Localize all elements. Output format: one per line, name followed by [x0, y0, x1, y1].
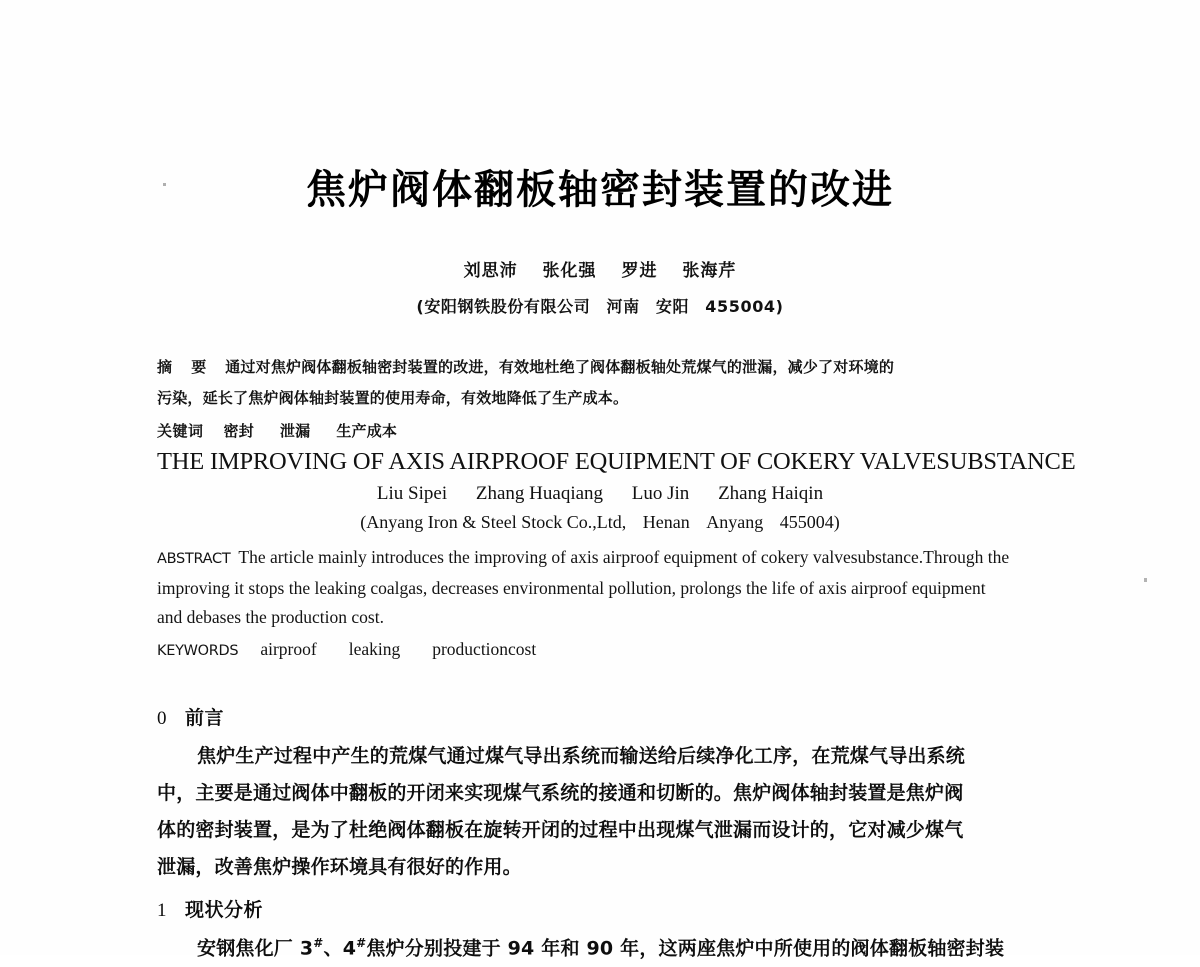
section-number: 1 [157, 900, 167, 921]
keyword-item-en: leaking [348, 639, 401, 659]
abstract-label-en: ABSTRACT [157, 551, 231, 567]
author-name: 刘思沛 [463, 261, 518, 281]
authors-chinese [0, 256, 1200, 281]
keyword-item: 生产成本 [336, 422, 398, 440]
abstract-english-line [157, 543, 1057, 574]
page-title-english: THE IMPROVING OF AXIS AIRPROOF EQUIPMENT OF COKERY VALVESUBSTANCE [157, 448, 1076, 475]
author-name: 张海芹 [682, 261, 737, 281]
affiliation-city-en: Anyang [706, 512, 764, 532]
section-title: 现状分析 [185, 899, 264, 921]
body-line: 泄漏，改善焦炉操作环境具有很好的作用。 [157, 856, 522, 878]
abstract-text-en: The article mainly introduces the improving of axis airproof equipment of cokery valvesubstance.Through the [238, 547, 1010, 567]
affiliation-province: 河南 [606, 297, 640, 316]
section-title: 前言 [185, 707, 225, 729]
author-name: 罗进 [621, 261, 658, 281]
abstract-text-en: improving it stops the leaking coalgas, decreases environmental pollution, prolongs the life of axis airproof equipment [157, 578, 986, 598]
section-heading-0 [157, 703, 224, 730]
keywords-english [157, 635, 1057, 666]
keywords-label-en: KEYWORDS [157, 643, 239, 659]
body-line [157, 925, 1062, 967]
section-0-body [157, 738, 1062, 886]
authors-english [0, 483, 1200, 505]
section-heading-1 [157, 895, 263, 922]
author-name-en: Liu Sipei [376, 483, 448, 504]
section-number: 0 [157, 708, 167, 729]
affiliation-org-en: (Anyang Iron & Steel Stock Co.,Ltd, [360, 512, 627, 532]
section-1-body [157, 925, 1062, 967]
abstract-chinese-block [157, 352, 1059, 447]
author-name: 张化强 [542, 261, 597, 281]
superscript-hash: # [356, 936, 367, 950]
keyword-item-en: productioncost [432, 639, 537, 659]
body-text-segment: 安钢焦化厂 3 [197, 937, 314, 960]
abstract-text-cn: 通过对焦炉阀体翻板轴密封装置的改进，有效地杜绝了阀体翻板轴处荒煤气的泄漏，减少了对环境的 [225, 358, 895, 376]
affiliation-english [0, 512, 1200, 533]
keywords-label-cn: 关键词 [157, 422, 204, 440]
abstract-english-line [157, 574, 1057, 603]
author-name-en: Zhang Huaqiang [475, 483, 604, 504]
scan-artifact-speck [1144, 578, 1147, 582]
abstract-chinese-line [157, 383, 1059, 414]
abstract-text-en: and debases the production cost. [157, 607, 384, 627]
body-text-segment: 焦炉分别投建于 94 年和 90 年，这两座焦炉中所使用的阀体翻板轴密封装 [366, 937, 1005, 960]
abstract-text-cn: 污染，延长了焦炉阀体轴封装置的使用寿命，有效地降低了生产成本。 [157, 389, 629, 407]
author-name-en: Luo Jin [631, 483, 690, 504]
keywords-chinese [157, 416, 1059, 447]
superscript-hash: # [313, 936, 324, 950]
page-title: 焦炉阀体翻板轴密封装置的改进 [306, 167, 894, 213]
abstract-english-line [157, 603, 1057, 632]
keyword-item: 密封 [223, 422, 254, 440]
body-line: 中，主要是通过阀体中翻板的开闭来实现煤气系统的接通和切断的。焦炉阀体轴封装置是焦炉阀 [157, 782, 964, 804]
abstract-chinese-line [157, 352, 1059, 383]
affiliation-org: (安阳钢铁股份有限公司 [416, 297, 591, 316]
keyword-item: 泄漏 [279, 422, 311, 440]
abstract-label-cn: 摘 要 [157, 358, 214, 376]
affiliation-chinese [0, 294, 1200, 317]
body-line: 体的密封装置，是为了杜绝阀体翻板在旋转开闭的过程中出现煤气泄漏而设计的，它对减少煤气 [157, 819, 964, 841]
keyword-item-en: airproof [260, 639, 317, 659]
body-line: 焦炉生产过程中产生的荒煤气通过煤气导出系统而输送给后续净化工序，在荒煤气导出系统 [197, 745, 966, 767]
body-text-segment: 、4 [323, 937, 357, 960]
affiliation-province-en: Henan [642, 512, 690, 532]
abstract-english-block [157, 543, 1057, 666]
affiliation-postcode: 455004) [705, 297, 784, 316]
author-name-en: Zhang Haiqin [718, 483, 824, 504]
affiliation-city: 安阳 [655, 297, 690, 316]
affiliation-postcode-en: 455004) [779, 512, 840, 532]
